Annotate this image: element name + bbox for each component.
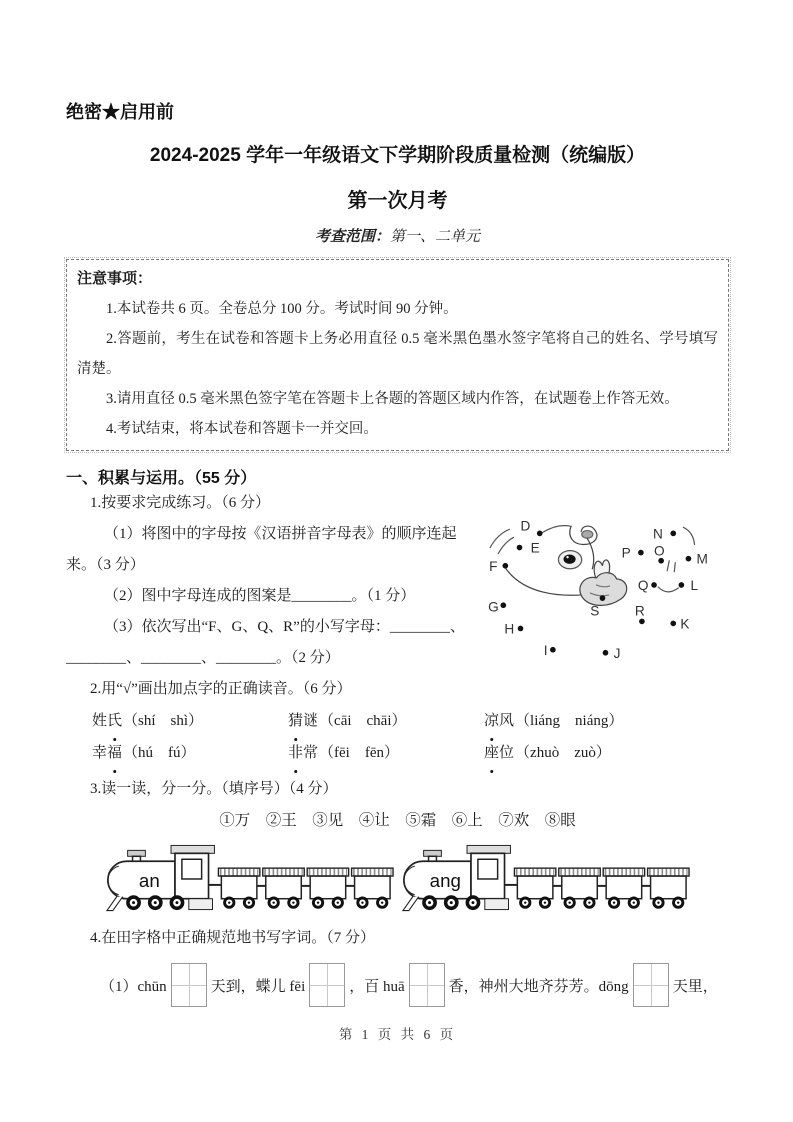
pinyin-options: （zhuò zuò）	[515, 745, 611, 761]
tianzige-box	[309, 963, 345, 1007]
q4-text: 香，神州大地齐芬芳。dōng	[448, 978, 629, 995]
notice-heading: 注意事项：	[77, 270, 153, 287]
pinyin-options: （hú fú）	[123, 745, 196, 761]
dotted-char: 氏	[107, 705, 122, 737]
exam-scope	[66, 225, 729, 246]
q4-stem: 4.在田字格中正确规范地书写字词。（7 分）	[90, 930, 376, 946]
page-title: 2024-2025 学年一年级语文下学期阶段质量检测（统编版）	[149, 145, 646, 166]
q4-text: 天到，蝶儿 fēi	[210, 978, 306, 995]
svg-text:M: M	[696, 551, 708, 567]
section-heading: 一、积累与运用。（55 分）	[66, 470, 257, 487]
pinyin-choice-item	[92, 705, 288, 737]
word-char: 幸	[92, 745, 108, 761]
q1-sub1-line1: （1）将图中的字母按《汉语拼音字母表》的顺序连起	[104, 526, 457, 542]
word-char: 常	[303, 745, 319, 761]
tianzige-box	[409, 963, 445, 1007]
q1-sub2: （2）图中字母连成的图案是________。（1 分）	[104, 588, 416, 604]
svg-text:D: D	[520, 518, 531, 534]
connect-dots-figure	[477, 500, 737, 674]
svg-text:an: an	[138, 869, 160, 891]
svg-text:P: P	[621, 545, 631, 561]
pinyin-choice-item	[92, 737, 288, 769]
dotted-char: 座	[484, 737, 499, 769]
q4-text: ，百 huā	[349, 978, 405, 995]
q3-stem: 3.读一读，分一分。（填序号）（4 分）	[90, 781, 338, 797]
q1-sub1-line2: 来。（3 分）	[66, 557, 145, 573]
svg-text:F: F	[489, 558, 498, 574]
notice-item: 1.本试卷共 6 页。全卷总分 100 分。考试时间 90 分钟。	[106, 301, 458, 317]
dotted-char: 非	[288, 737, 303, 769]
q1-sub3-line2: ________、________、________。（2 分）	[66, 650, 340, 666]
svg-text:G: G	[488, 599, 499, 615]
pinyin-choice-row	[66, 737, 729, 769]
q2-stem: 2.用“√”画出加点字的正确读音。（6 分）	[90, 681, 352, 697]
writing-line	[66, 959, 729, 1011]
pinyin-options: （cāi chāi）	[319, 713, 407, 729]
dotted-char: 猜	[288, 705, 303, 737]
word-char: 位	[499, 745, 515, 761]
question-1	[66, 488, 729, 674]
tianzige-box	[633, 963, 669, 1007]
notice-item: 2.答题前，考生在试卷和答题卡上务必用直径 0.5 毫米黑色墨水签字笔将自己的姓名、学号填写清楚。	[77, 331, 718, 377]
q4-text: 天里，	[672, 978, 718, 995]
pinyin-choice-item	[484, 737, 611, 769]
svg-text:H: H	[504, 621, 515, 637]
scope-label: 考查范围：	[314, 229, 390, 245]
pinyin-choice-item	[484, 705, 623, 737]
train-figure-ang	[396, 839, 692, 917]
pinyin-options: （shí shì）	[123, 713, 204, 729]
dotted-char: 福	[107, 737, 122, 769]
q1-stem: 1.按要求完成练习。（6 分）	[90, 495, 271, 511]
svg-text:S: S	[590, 603, 600, 619]
train-figure-an	[100, 839, 396, 917]
scope-value: 第一、二单元	[390, 229, 481, 245]
notice-box	[66, 259, 729, 451]
pinyin-choice-row	[66, 705, 729, 737]
pinyin-choice-item	[288, 737, 484, 769]
word-char: 姓	[92, 713, 108, 729]
svg-text:R: R	[634, 603, 645, 619]
exam-session-title: 第一次月考	[347, 190, 448, 212]
word-char: 谜	[303, 713, 319, 729]
notice-item: 4.考试结束，将本试卷和答题卡一并交回。	[106, 421, 378, 437]
q3-options: ①万 ②王 ③见 ④让 ⑤霜 ⑥上 ⑦欢 ⑧眼	[219, 812, 576, 829]
svg-text:Q: Q	[637, 578, 649, 594]
train-sorting-figure	[66, 839, 729, 917]
tianzige-box	[171, 963, 207, 1007]
svg-text:E: E	[530, 540, 540, 556]
exam-sheet	[66, 0, 729, 1043]
svg-text:J: J	[613, 645, 621, 661]
notice-item: 3.请用直径 0.5 毫米黑色签字笔在答题卡上各题的答题区域内作答，在试题卷上作答无效。	[106, 391, 679, 407]
svg-text:N: N	[653, 526, 663, 542]
pinyin-options: （liáng niáng）	[515, 713, 624, 729]
classification-banner: 绝密★启用前	[66, 102, 174, 122]
pinyin-choice-item	[288, 705, 484, 737]
word-char: 风	[499, 713, 515, 729]
figure-decoration	[490, 526, 694, 606]
pinyin-options: （fēi fēn）	[319, 745, 400, 761]
svg-text:L: L	[690, 578, 699, 594]
svg-text:ang: ang	[429, 869, 461, 891]
svg-text:I: I	[543, 642, 548, 658]
q1-sub3-line1: （3）依次写出“F、G、Q、R”的小写字母：________、	[104, 619, 465, 635]
svg-text:K: K	[680, 616, 690, 632]
q4-text: （1）chūn	[100, 978, 167, 995]
page-number: 第 1 页 共 6 页	[338, 1027, 457, 1042]
dotted-char: 凉	[484, 705, 499, 737]
svg-text:O: O	[654, 543, 665, 559]
